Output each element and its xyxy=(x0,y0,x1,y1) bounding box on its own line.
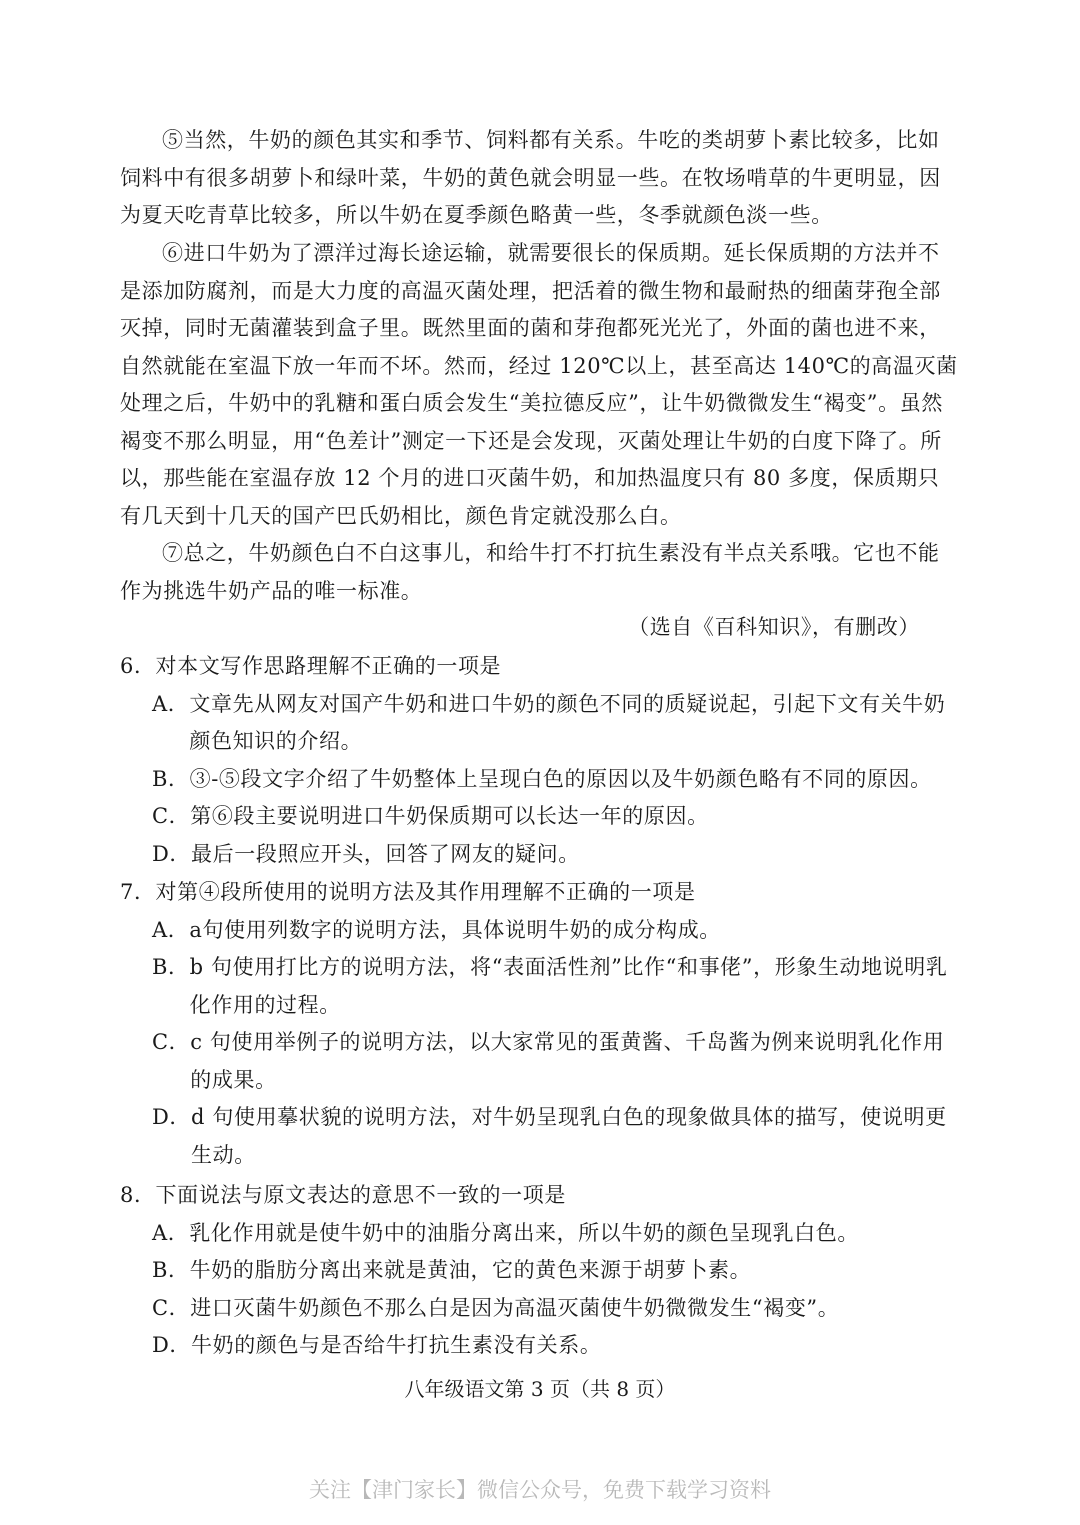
option-text: b 句使用打比方的说明方法，将“表面活性剂”比作“和事佬”，形象生动地说明乳化作用的过程。 xyxy=(189,955,948,1017)
option-letter: A． xyxy=(152,917,190,942)
option-letter: C． xyxy=(152,1295,191,1320)
option-a xyxy=(120,1215,960,1253)
option-d xyxy=(120,836,960,874)
option-a xyxy=(120,912,960,950)
option-letter: B． xyxy=(152,955,190,979)
option-text: ③-⑤段文字介绍了牛奶整体上呈现白色的原因以及牛奶颜色略有不同的原因。 xyxy=(189,766,932,791)
option-text: a句使用列数字的说明方法，具体说明牛奶的成分构成。 xyxy=(189,917,721,942)
option-letter: D． xyxy=(152,1333,192,1357)
option-d xyxy=(120,1327,960,1365)
option-letter: D． xyxy=(152,841,192,866)
passage-paragraph-6: ⑥进口牛奶为了漂洋过海长途运输，就需要很长的保质期。延长保质期的方法并不是添加防腐剂，而是大力度的高温灭菌处理，把活着的微生物和最耐热的细菌芽孢全部灭掉，同时无菌灌装到盒子里。既然里面的菌和芽孢都死光光了，外面的菌也进不来，自然就能在室温下放一年而不坏。然而，经过 120℃以上，甚至高达 140℃的高温灭菌处理之后，牛奶中的乳糖和蛋白质会发生“美拉德反应”，让牛奶微微发生“褐变”。虽然褐变不那么明显，用“色差计”测定一下还是会发现，灭菌处理让牛奶的白度下降了。所以，那些能在室温存放 12 个月的进口灭菌牛奶，和加热温度只有 80 多度，保质期只有几天到十几天的国产巴氏奶相比，颜色肯定就没那么白。 xyxy=(120,241,958,528)
question-stem: 7．对第④段所使用的说明方法及其作用理解不正确的一项是 xyxy=(120,880,696,904)
option-text: 第⑥段主要说明进口牛奶保质期可以长达一年的原因。 xyxy=(190,804,709,828)
option-letter: A． xyxy=(152,1220,190,1245)
option-letter: C． xyxy=(152,1030,191,1054)
option-b xyxy=(120,949,960,1024)
page-footer: 八年级语文第 3 页（共 8 页） xyxy=(404,1377,676,1401)
option-text: 牛奶的颜色与是否给牛打抗生素没有关系。 xyxy=(191,1333,602,1357)
watermark-text: 关注【津门家长】微信公众号，免费下载学习资料 xyxy=(309,1478,771,1502)
option-d xyxy=(120,1099,960,1174)
passage-paragraph-7: ⑦总之，牛奶颜色白不白这事儿，和给牛打不打抗生素没有半点关系哦。它也不能作为挑选牛奶产品的唯一标准。 xyxy=(120,541,940,603)
option-text: 进口灭菌牛奶颜色不那么白是因为高温灭菌使牛奶微微发生“褐变”。 xyxy=(190,1295,840,1320)
option-text: 牛奶的脂肪分离出来就是黄油，它的黄色来源于胡萝卜素。 xyxy=(189,1258,752,1282)
option-letter: C． xyxy=(152,804,191,828)
option-c xyxy=(120,798,960,836)
question-stem: 6．对本文写作思路理解不正确的一项是 xyxy=(120,654,502,678)
option-text: 最后一段照应开头，回答了网友的疑问。 xyxy=(191,841,580,866)
option-text: c 句使用举例子的说明方法，以大家常见的蛋黄酱、千岛酱为例来说明乳化作用的成果。 xyxy=(190,1030,945,1092)
option-letter: B． xyxy=(152,766,190,791)
option-text: 乳化作用就是使牛奶中的油脂分离出来，所以牛奶的颜色呈现乳白色。 xyxy=(189,1220,859,1245)
option-c xyxy=(120,1024,960,1099)
question-stem: 8．下面说法与原文表达的意思不一致的一项是 xyxy=(120,1183,566,1207)
option-letter: D． xyxy=(152,1105,192,1129)
option-c xyxy=(120,1290,960,1328)
option-text: 文章先从网友对国产牛奶和进口牛奶的颜色不同的质疑说起，引起下文有关牛奶颜色知识的介绍。 xyxy=(189,691,946,753)
option-text: d 句使用摹状貌的说明方法，对牛奶呈现乳白色的现象做具体的描写，使说明更生动。 xyxy=(191,1105,947,1167)
question-6 xyxy=(120,648,960,873)
option-b xyxy=(120,761,960,799)
question-7 xyxy=(120,874,960,1174)
option-letter: B． xyxy=(152,1258,190,1282)
option-a xyxy=(120,686,960,761)
option-b xyxy=(120,1252,960,1290)
passage-paragraph-5: ⑤当然，牛奶的颜色其实和季节、饲料都有关系。牛吃的类胡萝卜素比较多，比如饲料中有很多胡萝卜和绿叶菜，牛奶的黄色就会明显一些。在牧场啃草的牛更明显，因为夏天吃青草比较多，所以牛奶在夏季颜色略黄一些，冬季就颜色淡一些。 xyxy=(120,128,941,227)
passage-source: （选自《百科知识》，有删改） xyxy=(628,615,920,639)
option-letter: A． xyxy=(152,691,190,716)
question-8 xyxy=(120,1177,960,1365)
